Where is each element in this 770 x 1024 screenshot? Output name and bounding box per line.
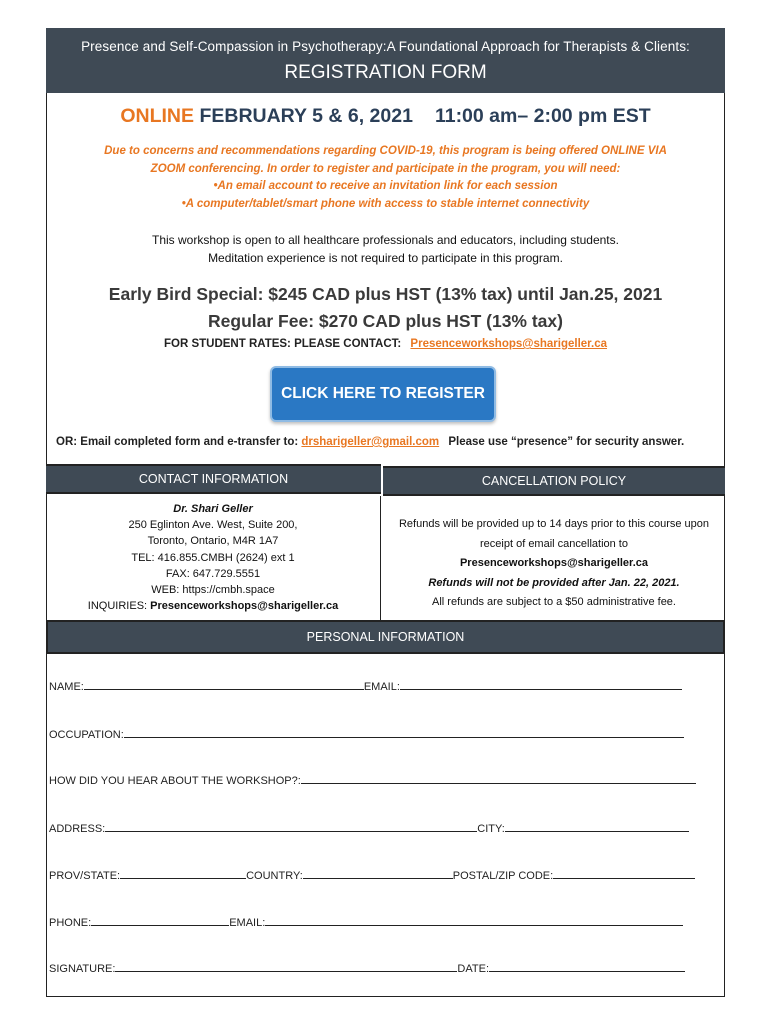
contact-address-2: Toronto, Ontario, M4R 1A7 [147, 535, 279, 548]
inquiries-email[interactable]: Presenceworkshops@sharigeller.ca [150, 600, 339, 613]
email-field[interactable] [400, 680, 682, 690]
online-label: ONLINE [120, 105, 195, 127]
address-field[interactable] [105, 822, 477, 832]
cancel-email[interactable]: Presenceworkshops@sharigeller.ca [459, 557, 649, 569]
postal-field[interactable] [553, 869, 695, 879]
contact-web[interactable]: WEB: https://cmbh.space [151, 584, 275, 597]
signature-field[interactable] [115, 962, 457, 972]
prov-label: PROV/STATE: [49, 870, 121, 882]
contact-tel: TEL: 416.855.CMBH (2624) ext 1 [131, 551, 295, 564]
eligibility-line-2: Meditation experience is not required to participate in this program. [208, 250, 563, 265]
occupation-label: OCCUPATION: [49, 729, 124, 741]
form-title: REGISTRATION FORM [284, 62, 487, 83]
address-label: ADDRESS: [49, 823, 106, 835]
signature-label: SIGNATURE: [49, 963, 116, 975]
email-line-prefix: OR: Email completed form and e-transfer to: [56, 436, 299, 448]
notice-line-1: Due to concerns and recommendations regarding COVID-19, this program is being offered ONLINE VIA [104, 145, 667, 157]
title-banner [46, 28, 725, 93]
signature-date-row [49, 962, 685, 975]
email2-label: EMAIL: [229, 917, 266, 929]
email-label: EMAIL: [363, 681, 400, 693]
cancel-line-1: Refunds will be provided up to 14 days prior to this course upon [398, 518, 709, 530]
phone-label: PHONE: [49, 917, 92, 929]
date-field[interactable] [489, 962, 685, 972]
location-row [49, 869, 695, 882]
city-label: CITY: [477, 823, 505, 835]
requirement-item: • An email account to receive an invitation link for each session [60, 178, 711, 196]
prov-field[interactable] [120, 869, 246, 879]
inquiries-label: INQUIRIES: [87, 600, 148, 613]
cancellation-heading: CANCELLATION POLICY [383, 466, 725, 496]
country-label: COUNTRY: [246, 870, 303, 882]
early-bird-fee: Early Bird Special: $245 CAD plus HST (13% tax) until Jan.25, 2021 [108, 284, 663, 304]
eligibility-line-1: This workshop is open to all healthcare professionals and educators, including students. [152, 233, 619, 247]
contact-inquiries [46, 598, 380, 614]
postal-label: POSTAL/ZIP CODE: [452, 870, 554, 882]
occupation-row [49, 728, 684, 741]
event-date-line [46, 105, 725, 128]
etransfer-email-link[interactable]: drsharigeller@gmail.com [301, 436, 440, 448]
register-button[interactable]: CLICK HERE TO REGISTER [270, 366, 496, 422]
country-field[interactable] [303, 869, 453, 879]
contact-address-1: 250 Eglinton Ave. West, Suite 200, [128, 519, 298, 532]
eligibility-text [46, 232, 725, 267]
phone-email-row [49, 916, 683, 929]
personal-heading: PERSONAL INFORMATION [46, 620, 725, 654]
cancel-line-2: receipt of email cancellation to [480, 537, 628, 550]
city-field[interactable] [505, 822, 689, 832]
phone-field[interactable] [91, 916, 229, 926]
notice-line-2: ZOOM conferencing. In order to register and participate in the program, you will need: [150, 162, 621, 175]
email-line-suffix: Please use “presence” for security answer. [448, 436, 685, 448]
requirements-list [60, 178, 711, 213]
regular-fee: Regular Fee: $270 CAD plus HST (13% tax) [208, 311, 563, 331]
name-field[interactable] [84, 680, 364, 690]
cancel-admin-fee: All refunds are subject to a $50 administrative fee. [432, 596, 676, 608]
heard-label: HOW DID YOU HEAR ABOUT THE WORKSHOP?: [49, 775, 301, 787]
contact-heading: CONTACT INFORMATION [46, 464, 381, 494]
event-dates: FEBRUARY 5 & 6, 2021 [199, 105, 413, 127]
date-label: DATE: [457, 963, 489, 975]
contact-name: Dr. Shari Geller [173, 503, 253, 515]
covid-notice [60, 143, 711, 213]
occupation-field[interactable] [124, 728, 684, 738]
heard-row [49, 774, 696, 787]
cancellation-policy [383, 515, 725, 613]
contact-fax: FAX: 647.729.5551 [165, 567, 261, 580]
name-email-row [49, 680, 682, 693]
email2-field[interactable] [265, 916, 683, 926]
heard-field[interactable] [301, 774, 696, 784]
student-email-link[interactable]: Presenceworkshops@sharigeller.ca [410, 338, 608, 350]
requirement-item: • A computer/tablet/smart phone with access to stable internet connectivity [60, 196, 711, 214]
email-registration-line [56, 436, 726, 448]
contact-info [46, 496, 381, 620]
student-rates-label: FOR STUDENT RATES: PLEASE CONTACT: [163, 338, 402, 350]
name-label: NAME: [49, 681, 84, 693]
address-city-row [49, 822, 689, 835]
workshop-subtitle: Presence and Self-Compassion in Psychotherapy:A Foundational Approach for Therapists & Clients: [81, 39, 690, 54]
student-rates [46, 338, 725, 350]
cancel-deadline: Refunds will not be provided after Jan. 22, 2021. [428, 576, 680, 589]
event-time: 11:00 am– 2:00 pm EST [434, 105, 651, 127]
